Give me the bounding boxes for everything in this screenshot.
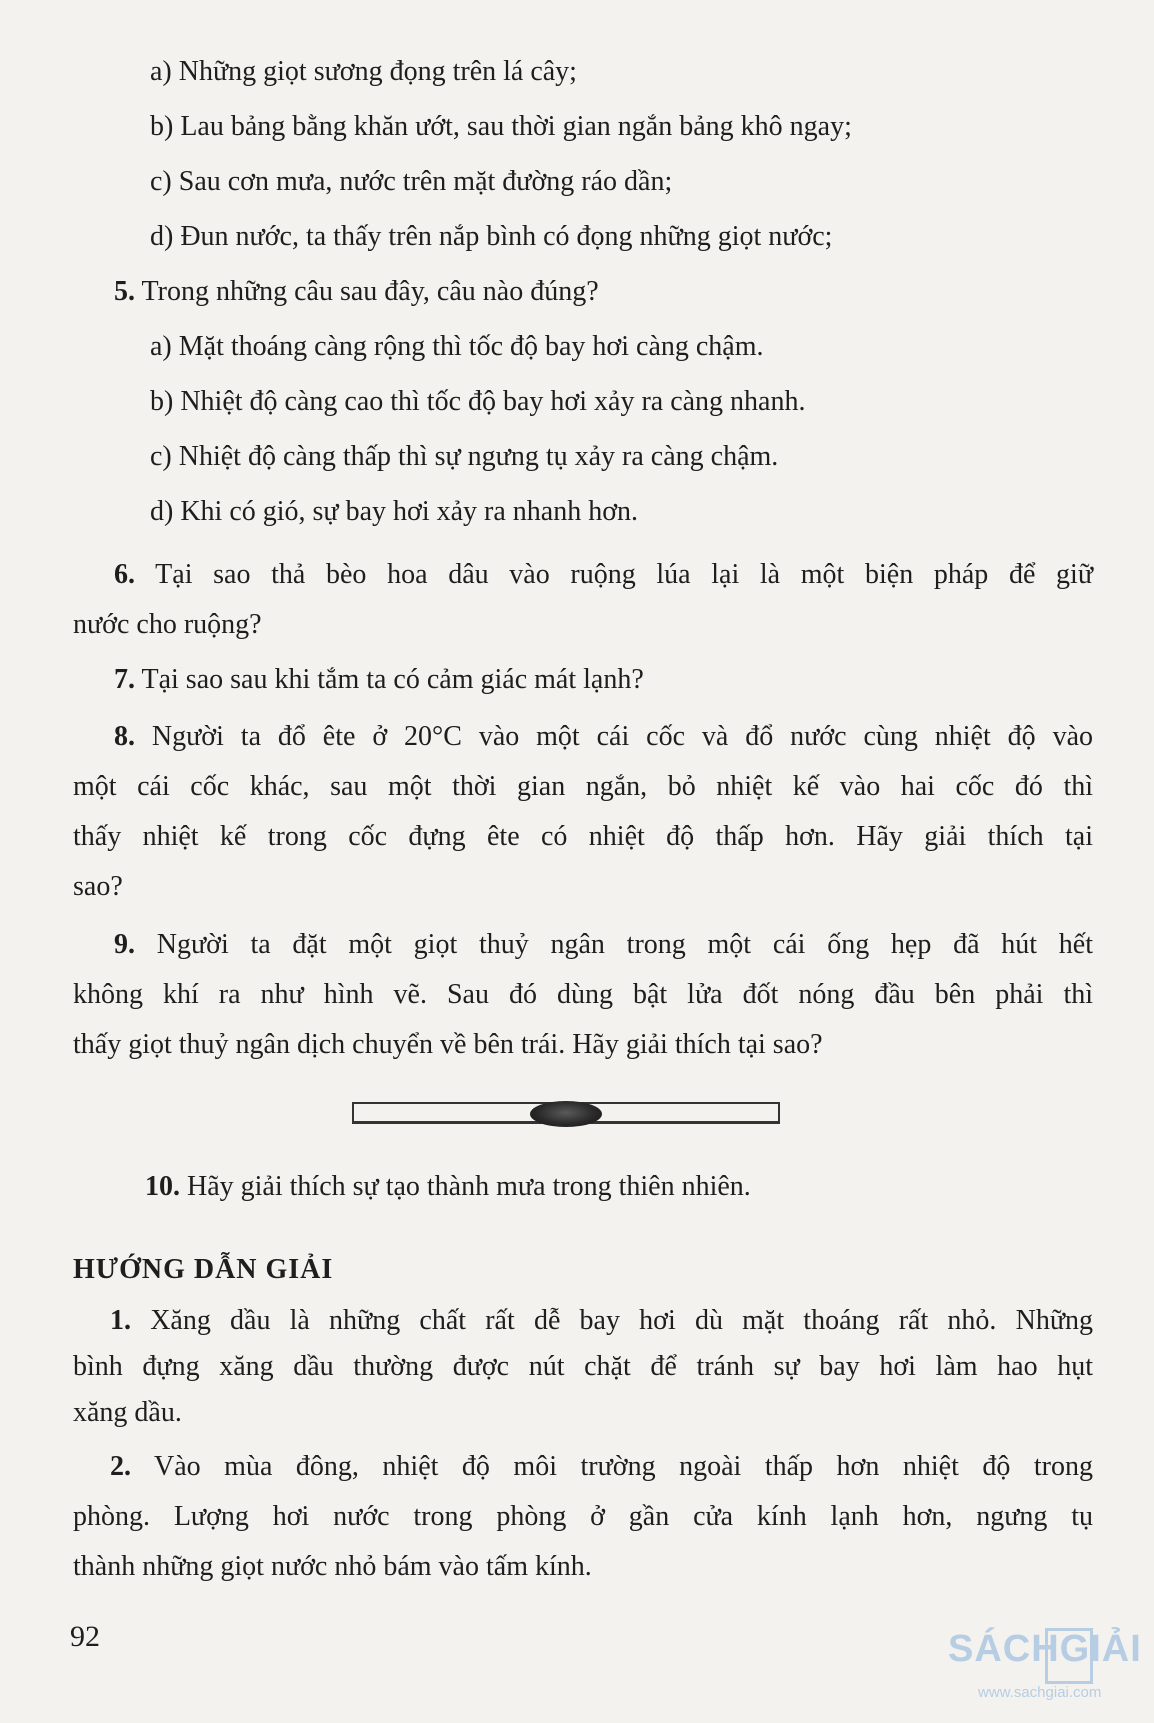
q5-option-d: d) Khi có gió, sự bay hơi xảy ra nhanh hơn. — [150, 496, 639, 527]
question-8-line3: thấy nhiệt kế trong cốc đựng ête có nhiệt độ thấp hơn. Hãy giải thích tại — [73, 821, 1093, 852]
question-text: Người ta đặt một giọt thuỷ ngân trong một cái ống hẹp đã hút hết — [156, 929, 1094, 960]
question-text: Tại sao sau khi tắm ta có cảm giác mát lạnh? — [141, 664, 644, 695]
question-8-line4: sao? — [73, 871, 123, 902]
answer-2 — [110, 1450, 1093, 1484]
section-heading: HƯỚNG DẪN GIẢI — [73, 1254, 334, 1285]
question-8 — [114, 720, 1093, 754]
answer-2-line3: thành những giọt nước nhỏ bám vào tấm kính. — [73, 1551, 592, 1582]
answer-text: Xăng dầu là những chất rất dễ bay hơi dù mặt thoáng rất nhỏ. Những — [150, 1305, 1093, 1336]
question-text: Trong những câu sau đây, câu nào đúng? — [141, 276, 599, 307]
mercury-drop — [530, 1101, 602, 1127]
question-9 — [114, 928, 1093, 962]
question-number: 8. — [114, 721, 135, 752]
question-text: Tại sao thả bèo hoa dâu vào ruộng lúa lại là một biện pháp để giữ — [155, 559, 1094, 590]
question-text: Hãy giải thích sự tạo thành mưa trong thiên nhiên. — [187, 1171, 751, 1202]
question-number: 6. — [114, 559, 135, 590]
option-d: d) Đun nước, ta thấy trên nắp bình có đọng những giọt nước; — [150, 221, 833, 252]
q5-option-a: a) Mặt thoáng càng rộng thì tốc độ bay hơi càng chậm. — [150, 331, 764, 362]
answer-1-line3: xăng dầu. — [73, 1397, 182, 1428]
answer-number: 1. — [110, 1305, 131, 1336]
question-text: Người ta đổ ête ở 20°C vào một cái cốc và đổ nước cùng nhiệt độ vào — [151, 721, 1093, 752]
question-9-line2: không khí ra như hình vẽ. Sau đó dùng bật lửa đốt nóng đầu bên phải thì — [73, 979, 1093, 1010]
watermark-logo — [948, 1628, 1148, 1713]
option-a: a) Những giọt sương đọng trên lá cây; — [150, 56, 577, 87]
question-number: 9. — [114, 929, 135, 960]
answer-text: Vào mùa đông, nhiệt độ môi trường ngoài thấp hơn nhiệt độ trong — [154, 1451, 1093, 1482]
question-number: 10. — [145, 1171, 180, 1202]
option-c: c) Sau cơn mưa, nước trên mặt đường ráo dần; — [150, 166, 673, 197]
question-number: 7. — [114, 664, 135, 695]
q5-option-c: c) Nhiệt độ càng thấp thì sự ngưng tụ xảy ra càng chậm. — [150, 441, 779, 472]
question-number: 5. — [114, 276, 135, 307]
answer-2-line2: phòng. Lượng hơi nước trong phòng ở gần cửa kính lạnh hơn, ngưng tụ — [73, 1501, 1093, 1532]
answer-1 — [110, 1304, 1093, 1338]
answer-number: 2. — [110, 1451, 131, 1482]
question-5 — [114, 275, 599, 309]
page-number: 92 — [70, 1620, 100, 1653]
question-7 — [114, 663, 644, 697]
q5-option-b: b) Nhiệt độ càng cao thì tốc độ bay hơi xảy ra càng nhanh. — [150, 386, 806, 417]
question-6-cont: nước cho ruộng? — [73, 609, 262, 640]
answer-1-line2: bình đựng xăng dầu thường được nút chặt để tránh sự bay hơi làm hao hụt — [73, 1351, 1093, 1382]
logo-brand: SÁCHGIẢI — [948, 1628, 1142, 1670]
question-6 — [114, 558, 1093, 592]
option-b: b) Lau bảng bằng khăn ướt, sau thời gian ngắn bảng khô ngay; — [150, 111, 852, 142]
question-8-line2: một cái cốc khác, sau một thời gian ngắn, bỏ nhiệt kế vào hai cốc đó thì — [73, 771, 1093, 802]
logo-url: www.sachgiai.com — [978, 1684, 1102, 1701]
question-9-line3: thấy giọt thuỷ ngân dịch chuyển về bên trái. Hãy giải thích tại sao? — [73, 1029, 823, 1060]
question-10 — [145, 1170, 751, 1204]
